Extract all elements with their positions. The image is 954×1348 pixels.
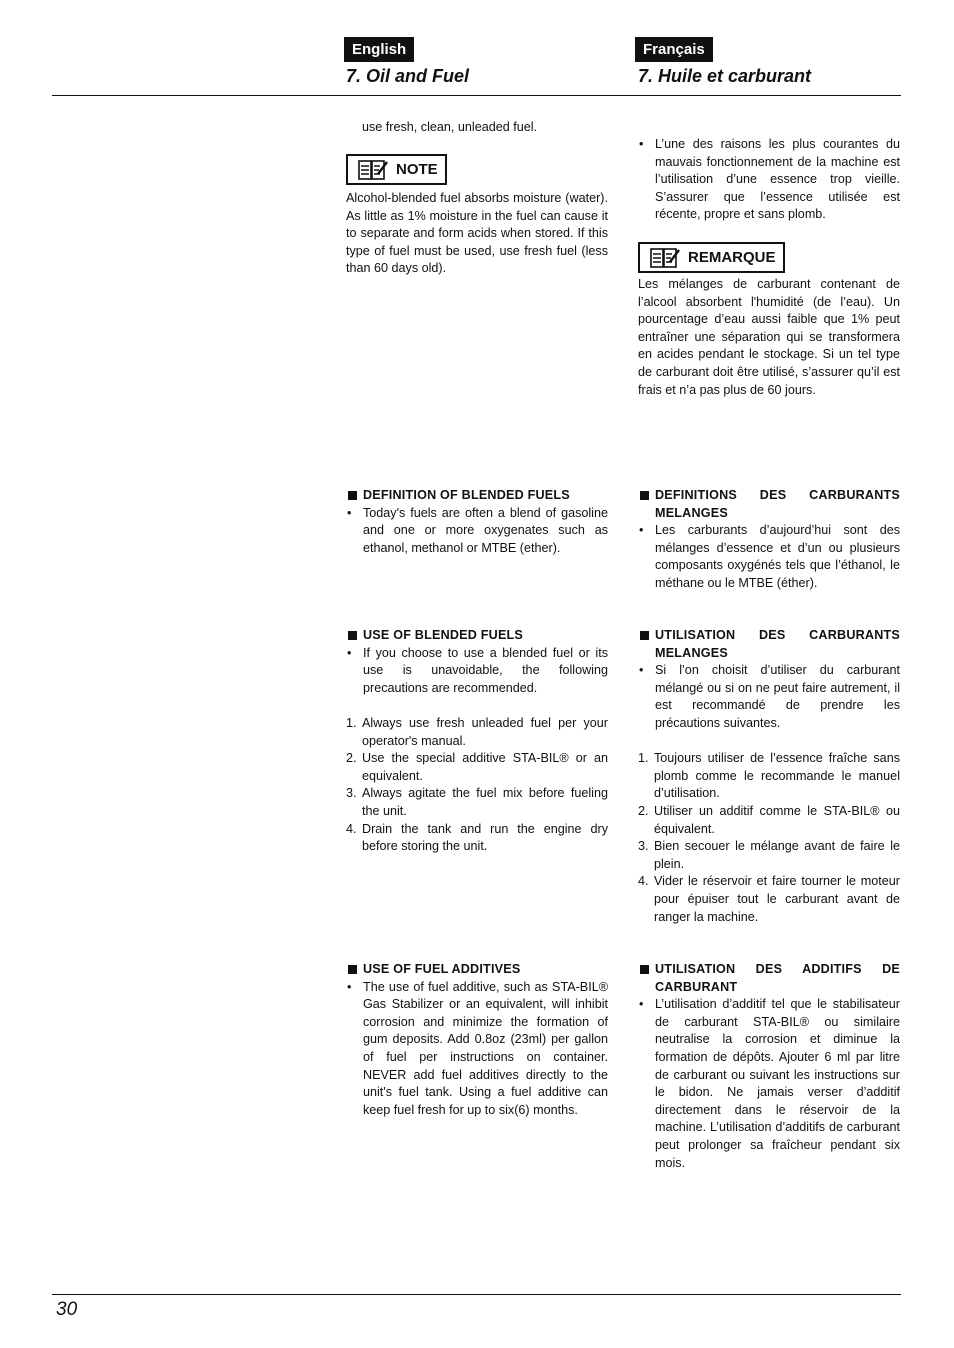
definition-heading-french	[638, 487, 900, 522]
definition-heading-text: DEFINITIONS DES CARBURANTS MELANGES	[655, 488, 900, 520]
bullet-dot: •	[639, 137, 644, 151]
note-box-english	[346, 154, 447, 185]
french-intro-bullet	[638, 136, 900, 224]
step-item	[638, 838, 900, 873]
note-text-french: Les mélanges de carburant contenant de l’alcool absorbent l'humidité (de l’eau). Un pourcentage d’eau aussi faible que 1% peut entraîner une séparation qui se transformera en acides pendant le stockage. Si un tel type de carburant doit être utilisé, s’assurer qu’il est frais et n’a pas plus de 60 jours.	[638, 277, 900, 397]
french-additives-section	[638, 961, 900, 1172]
step-item	[346, 715, 608, 750]
step-item	[638, 873, 900, 926]
step-item	[346, 785, 608, 820]
note-icon	[650, 248, 680, 268]
additives-bullet-english	[346, 979, 608, 1120]
french-intro-text: L’une des raisons les plus courantes du mauvais fonctionnement de la machine est l’utilisation d’une essence trop vieille. S’assurer que l’essence utilisée est récente, propre et sans plomb.	[655, 137, 900, 222]
additives-text-french: L’utilisation d’additif tel que le stabilisateur de carburant STA-BIL® ou similaire neutralise la corrosion et diminue la formation de dépôts. Ajouter 6 ml par litre de carburant ou suivant les instructions sur le bidon. Ne jamais verser d’additif directement dans le réservoir de la machine. L’utilisation d’additifs de carburant peut prolonger sa fraîcheur pendant six mois.	[655, 997, 900, 1170]
step-item	[638, 750, 900, 803]
header-rule	[52, 95, 901, 96]
additives-heading-text: UTILISATION DES ADDITIFS DE CARBURANT	[655, 962, 900, 994]
step-text: Vider le réservoir et faire tourner le moteur pour épuiser tout le carburant avant de ranger la machine.	[654, 874, 900, 924]
step-item	[638, 803, 900, 838]
step-text: Always use fresh unleaded fuel per your operator's manual.	[362, 715, 608, 748]
step-number: 4.	[346, 821, 357, 836]
step-number: 2.	[346, 751, 357, 766]
square-bullet-icon	[640, 965, 649, 974]
use-text-english: If you choose to use a blended fuel or its use is unavoidable, the following precautions are recommended.	[363, 645, 608, 695]
step-text: Toujours utiliser de l’essence fraîche sans plomb comme le recommande le manuel d’utilisation.	[654, 751, 900, 801]
definition-bullet-french	[638, 522, 900, 592]
definition-bullet-english	[346, 505, 608, 558]
french-intro-block	[638, 136, 900, 224]
english-note-block	[346, 154, 608, 278]
section-title-english: 7. Oil and Fuel	[346, 66, 470, 86]
french-definition-section	[638, 487, 900, 593]
note-box-french	[638, 242, 785, 273]
square-bullet-icon	[348, 631, 357, 640]
step-number: 1.	[638, 751, 649, 766]
bullet-dot: •	[347, 979, 352, 994]
square-bullet-icon	[348, 965, 357, 974]
step-number: 2.	[638, 803, 649, 818]
use-text-french: Si l’on choisit d’utiliser du carburant mélangé ou si on ne peut faire autrement, il est recommandé de prendre les précautions suivantes.	[655, 663, 900, 730]
english-intro-text: use fresh, clean, unleaded fuel.	[362, 120, 538, 134]
language-tag-english: English	[344, 37, 414, 62]
step-number: 3.	[638, 839, 649, 854]
section-title-french: 7. Huile et carburant	[638, 66, 812, 86]
step-number: 1.	[346, 715, 357, 730]
step-text: Drain the tank and run the engine dry before storing the unit.	[362, 821, 608, 854]
bullet-dot: •	[347, 505, 352, 520]
definition-heading-english	[346, 487, 608, 505]
step-text: Utiliser un additif comme le STA-BIL® ou équivalent.	[654, 803, 900, 836]
additives-heading-french	[638, 961, 900, 996]
square-bullet-icon	[640, 491, 649, 500]
english-use-section	[346, 627, 608, 856]
use-bullet-english	[346, 645, 608, 698]
use-heading-french	[638, 627, 900, 662]
note-label-english: NOTE	[396, 160, 438, 178]
french-use-section	[638, 627, 900, 926]
note-text-english: Alcohol-blended fuel absorbs moisture (water). As little as 1% moisture in the fuel can cause it to separate and form acids when stored. If this type of fuel must be used, use fresh fuel (less than 60 days old).	[346, 191, 608, 276]
step-item	[346, 821, 608, 856]
language-tag-french: Français	[635, 37, 713, 62]
step-text: Always agitate the fuel mix before fueling the unit.	[362, 786, 608, 818]
note-icon	[358, 160, 388, 180]
english-additives-section	[346, 961, 608, 1119]
use-bullet-french	[638, 662, 900, 732]
step-item	[346, 750, 608, 785]
english-definition-section	[346, 487, 608, 557]
note-label-french: REMARQUE	[688, 248, 776, 266]
additives-heading-english	[346, 961, 608, 979]
definition-text-french: Les carburants d’aujourd’hui sont des mélanges d’essence et d’un ou plusieurs composants oxygénés tels que l’éthanol, le méthane ou le MTBE (éther).	[655, 523, 900, 590]
step-text: Use the special additive STA-BIL® or an equivalent.	[362, 751, 608, 783]
bullet-dot: •	[639, 523, 644, 538]
bullet-dot: •	[639, 663, 644, 678]
french-note-block	[638, 242, 900, 399]
use-heading-text: UTILISATION DES CARBURANTS MELANGES	[655, 628, 900, 660]
bullet-dot: •	[639, 997, 644, 1012]
footer-rule	[52, 1294, 901, 1295]
definition-heading-text: DEFINITION OF BLENDED FUELS	[363, 488, 570, 502]
use-heading-english	[346, 627, 608, 645]
english-intro-block	[346, 119, 608, 137]
square-bullet-icon	[640, 631, 649, 640]
additives-heading-text: USE OF FUEL ADDITIVES	[363, 962, 521, 976]
use-heading-text: USE OF BLENDED FUELS	[363, 628, 524, 642]
square-bullet-icon	[348, 491, 357, 500]
step-text: Bien secouer le mélange avant de faire le plein.	[654, 839, 900, 871]
definition-text-english: Today's fuels are often a blend of gasoline and one or more oxygenates such as ethanol, methanol or MTBE (ether).	[363, 505, 608, 555]
additives-text-english: The use of fuel additive, such as STA-BIL® Gas Stabilizer or an equivalent, will inhibit corrosion and minimize the formation of gum deposits. Add 0.8oz (23ml) per gallon of fuel per instructions on container. NEVER add fuel additives directly to the unit's fuel tank. Using a fuel additive can keep fuel fresh for up to six(6) months.	[363, 979, 608, 1117]
additives-bullet-french	[638, 996, 900, 1172]
bullet-dot: •	[347, 645, 352, 660]
page-number: 30	[56, 1299, 78, 1320]
step-number: 3.	[346, 786, 357, 801]
step-number: 4.	[638, 874, 649, 889]
